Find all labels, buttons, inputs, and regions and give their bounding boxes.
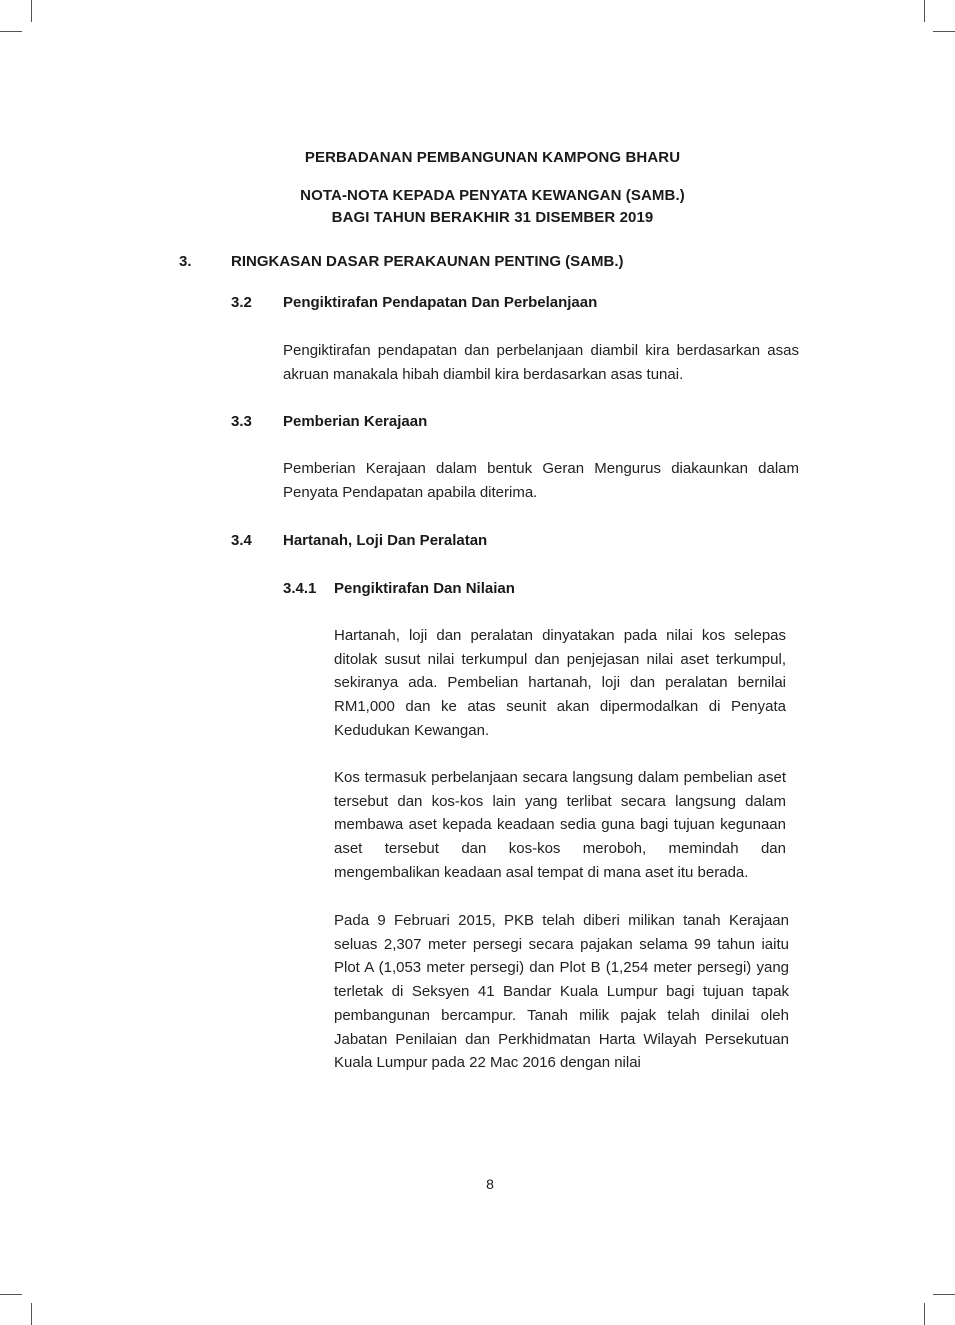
document-title: NOTA-NOTA KEPADA PENYATA KEWANGAN (SAMB.) bbox=[300, 187, 685, 204]
crop-mark-top-right-horizontal bbox=[933, 31, 955, 32]
paragraph-land-lease: Pada 9 Februari 2015, PKB telah diberi milikan tanah Kerajaan seluas 2,307 meter persegi secara pajakan selama 99 tahun iaitu Plot A (1,053 meter persegi) dan Plot B (1,254 meter persegi) yang terletak di Seksyen 41 Bandar Kuala Lumpur bagi tujuan tapak pembangunan bercampur. Tanah milik pajak telah dinilai oleh Jabatan Penilaian dan Perkhidmatan Harta Wilayah Persekutuan Kuala Lumpur pada 22 Mac 2016 dengan nilai bbox=[334, 912, 789, 1072]
subsection-3-2-number: 3.2 bbox=[231, 294, 252, 311]
crop-mark-bottom-right-horizontal bbox=[933, 1294, 955, 1295]
subsection-3-4-title: Hartanah, Loji Dan Peralatan bbox=[283, 532, 488, 549]
crop-mark-top-left-vertical bbox=[31, 0, 32, 22]
subsection-3-2-body: Pengiktirafan pendapatan dan perbelanjaan diambil kira berdasarkan asas akruan manakala hibah diambil kira berdasarkan asas tunai. bbox=[283, 342, 799, 383]
subsection-3-3-title: Pemberian Kerajaan bbox=[283, 413, 428, 430]
subsection-3-2-title: Pengiktirafan Pendapatan Dan Perbelanjaan bbox=[283, 294, 598, 311]
crop-mark-top-right-vertical bbox=[924, 0, 925, 22]
paragraph-measurement: Hartanah, loji dan peralatan dinyatakan pada nilai kos selepas ditolak susut nilai terkumpul dan penjejasan nilai aset terkumpul, sekiranya ada. Pembelian hartanah, loji dan peralatan bernilai RM1,000 dan ke atas seunit akan dipermodalkan di Penyata Kedudukan Kewangan. bbox=[334, 627, 786, 739]
section-number: 3. bbox=[179, 253, 192, 270]
subsection-3-4-number: 3.4 bbox=[231, 532, 252, 549]
subsubsection-3-4-1-title: Pengiktirafan Dan Nilaian bbox=[334, 580, 515, 597]
crop-mark-top-left-horizontal bbox=[0, 31, 22, 32]
document-subtitle: BAGI TAHUN BERAKHIR 31 DISEMBER 2019 bbox=[331, 209, 654, 226]
subsubsection-3-4-1-number: 3.4.1 bbox=[283, 580, 317, 597]
page-number: 8 bbox=[486, 1176, 494, 1192]
paragraph-cost: Kos termasuk perbelanjaan secara langsung dalam pembelian aset tersebut dan kos-kos lain yang terlibat secara langsung dalam membawa aset kepada keadaan sedia guna bagi tujuan kegunaan aset tersebut dan kos-kos meroboh, memindah dan mengembalikan keadaan asal tempat di mana aset itu berada. bbox=[334, 769, 786, 881]
crop-mark-bottom-left-vertical bbox=[31, 1303, 32, 1325]
crop-mark-bottom-left-horizontal bbox=[0, 1294, 22, 1295]
organization-name: PERBADANAN PEMBANGUNAN KAMPONG BHARU bbox=[304, 149, 681, 166]
crop-mark-bottom-right-vertical bbox=[924, 1303, 925, 1325]
subsection-3-3-body: Pemberian Kerajaan dalam bentuk Geran Mengurus diakaunkan dalam Penyata Pendapatan apabila diterima. bbox=[283, 460, 799, 501]
section-title: RINGKASAN DASAR PERAKAUNAN PENTING (SAMB.) bbox=[231, 253, 624, 270]
subsection-3-3-number: 3.3 bbox=[231, 413, 252, 430]
